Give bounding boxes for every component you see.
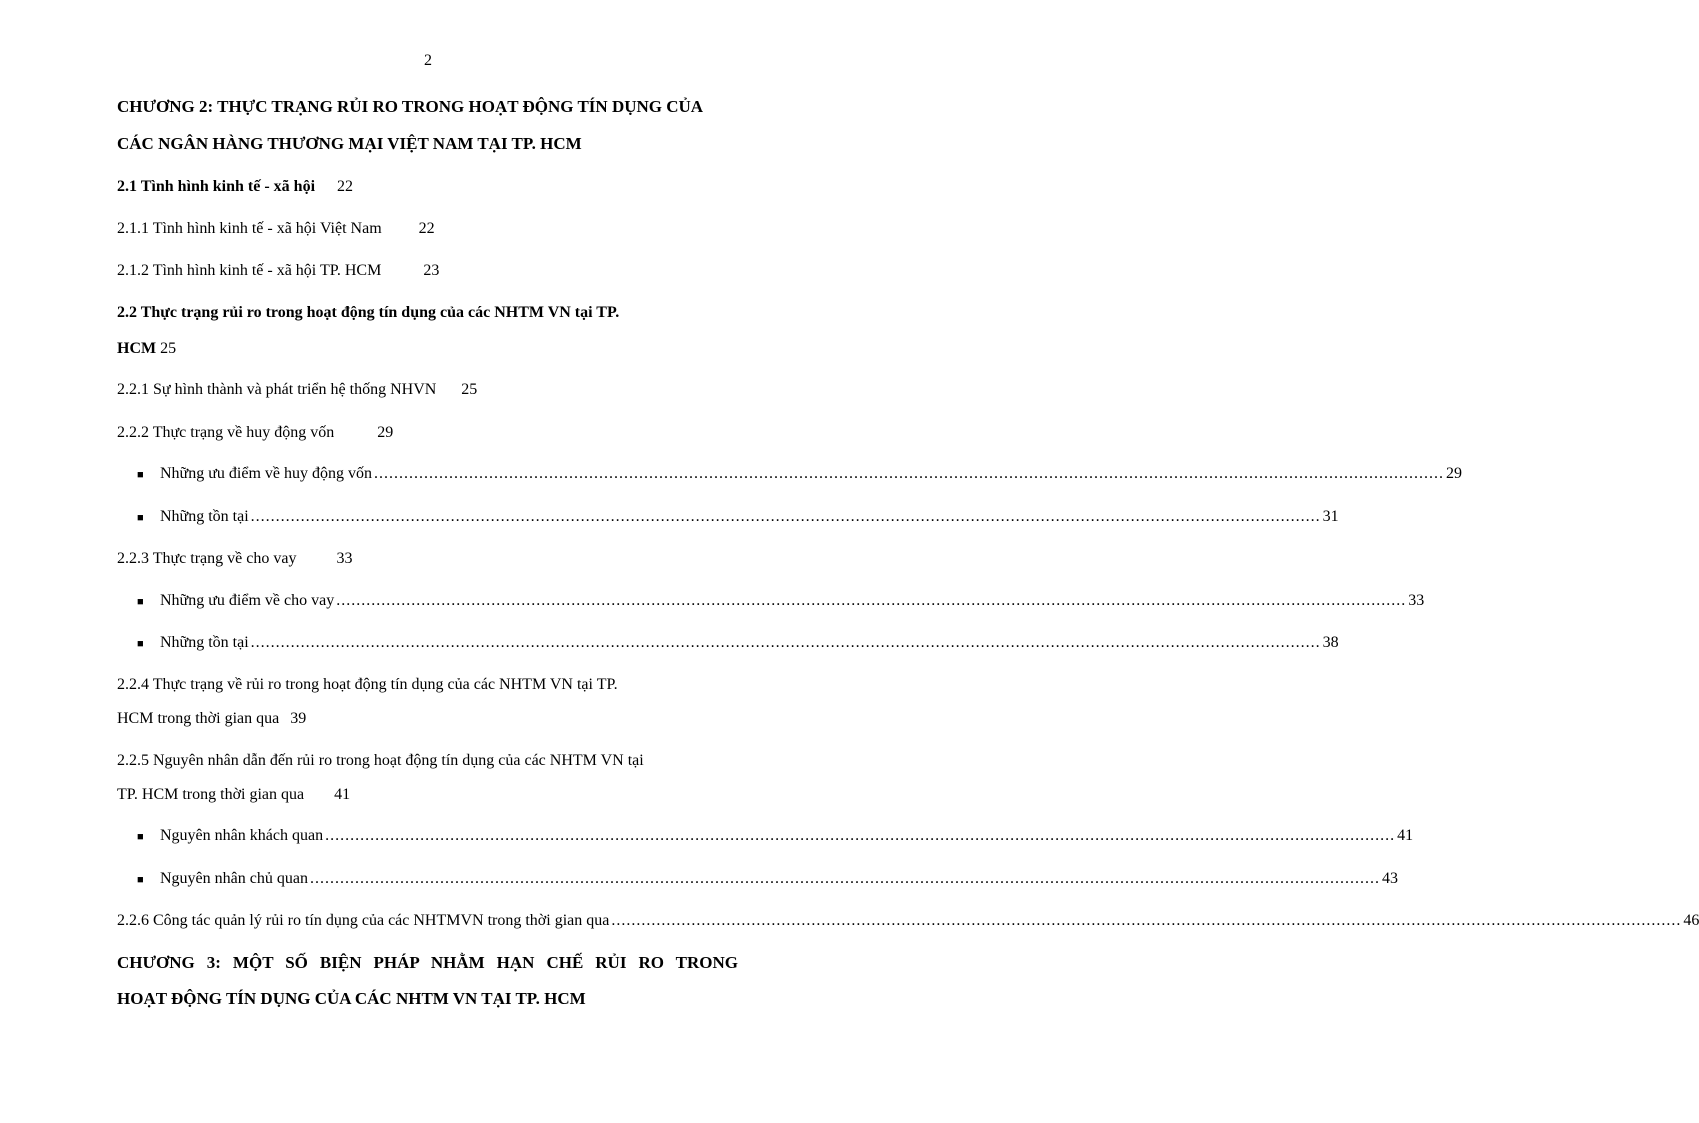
toc-entry-page: 33 [336,550,353,567]
toc-entry-page: 22 [418,220,435,237]
toc-entry-title: Những tồn tại [160,508,249,525]
toc-entry-page: 25 [160,340,177,357]
toc-entry-page: 39 [290,710,307,727]
toc-entry-2-2-4-line-1[interactable]: 2.2.4 Thực trạng về rủi ro trong hoạt động tín dụng của các NHTM VN tại TP. [117,676,618,693]
dot-leader: ...................................................................................................................................................................................................................... [250,508,1321,525]
toc-entry-page: 41 [1397,827,1414,844]
bullet-square-icon: ■ [137,596,144,608]
toc-entry-page: 41 [334,786,351,803]
dot-leader: ...................................................................................................................................................................................................................... [336,592,1407,609]
toc-sub-entry-nguyen-nhan-khach-quan[interactable] [137,826,1414,847]
toc-sub-entry-cho-vay-ton-tai[interactable] [137,633,1339,654]
toc-entry-2-2-line-1[interactable]: 2.2 Thực trạng rủi ro trong hoạt động tín dụng của các NHTM VN tại TP. [117,304,620,321]
toc-sub-entry-cho-vay-uu-diem[interactable] [137,591,1425,612]
toc-entry-page: 29 [377,424,394,441]
toc-entry-title: 2.1.1 Tình hình kinh tế - xã hội Việt Nam [117,220,382,237]
toc-sub-entry-huy-dong-von-uu-diem[interactable] [137,464,1462,485]
toc-entry-title: Những ưu điểm về cho vay [160,592,335,609]
chapter-2-heading-line-2: CÁC NGÂN HÀNG THƯƠNG MẠI VIỆT NAM TẠI TP. HCM [117,134,582,153]
toc-entry-title: 2.2.1 Sự hình thành và phát triển hệ thống NHVN [117,381,437,398]
dot-leader: ...................................................................................................................................................................................................................... [374,465,1444,482]
toc-entry-2-2-3[interactable] [117,549,352,569]
toc-entry-2-1[interactable] [117,177,353,197]
toc-entry-page: 43 [1381,870,1398,887]
toc-entry-page: 29 [1446,465,1462,482]
toc-entry-2-2-2[interactable] [117,423,393,443]
toc-entry-2-1-1[interactable] [117,219,435,239]
toc-entry-title: HCM [117,340,157,357]
toc-entry-title: 2.2.2 Thực trạng về huy động vốn [117,424,335,441]
toc-entry-title: Nguyên nhân chủ quan [160,870,308,887]
toc-entry-title: 2.1.2 Tình hình kinh tế - xã hội TP. HCM [117,262,382,279]
toc-entry-title: TP. HCM trong thời gian qua [117,786,305,803]
toc-sub-entry-huy-dong-von-ton-tai[interactable] [137,507,1339,528]
toc-entry-title: 2.2.6 Công tác quản lý rủi ro tín dụng của các NHTMVN trong thời gian qua [117,912,610,929]
dot-leader: ...................................................................................................................................................................................................................... [325,827,1396,844]
toc-entry-title: 2.1 Tình hình kinh tế - xã hội [117,178,316,195]
bullet-square-icon: ■ [137,469,144,481]
toc-entry-2-1-2[interactable] [117,261,439,281]
toc-entry-2-2-5-line-2[interactable] [117,785,350,805]
toc-entry-page: 31 [1322,508,1339,525]
dot-leader: ...................................................................................................................................................................................................................... [250,634,1321,651]
toc-entry-title: Những tồn tại [160,634,249,651]
chapter-3-heading-line-1: CHƯƠNG 3: MỘT SỐ BIỆN PHÁP NHẰM HẠN CHẾ RỦI RO TRONG [117,953,738,972]
toc-entry-page: 38 [1322,634,1339,651]
dot-leader: ...................................................................................................................................................................................................................... [611,912,1682,929]
toc-sub-entry-nguyen-nhan-chu-quan[interactable] [137,869,1398,890]
toc-entry-2-2-line-2[interactable] [117,339,176,359]
toc-entry-2-2-6[interactable] [117,911,1699,931]
chapter-2-heading-line-1: CHƯƠNG 2: THỰC TRẠNG RỦI RO TRONG HOẠT ĐỘNG TÍN DỤNG CỦA [117,97,704,116]
bullet-square-icon: ■ [137,874,144,886]
toc-entry-title: HCM trong thời gian qua [117,710,280,727]
bullet-square-icon: ■ [137,638,144,650]
toc-entry-page: 46 [1683,912,1699,929]
page-number: 2 [424,52,432,69]
toc-entry-title: Nguyên nhân khách quan [160,827,324,844]
toc-entry-page: 33 [1408,592,1425,609]
bullet-square-icon: ■ [137,831,144,843]
toc-entry-2-2-4-line-2[interactable] [117,709,306,729]
toc-entry-title: Những ưu điểm về huy động vốn [160,465,372,482]
toc-entry-page: 25 [461,381,478,398]
toc-entry-page: 23 [423,262,440,279]
toc-entry-2-2-5-line-1[interactable]: 2.2.5 Nguyên nhân dẫn đến rủi ro trong hoạt động tín dụng của các NHTM VN tại [117,752,644,769]
toc-entry-2-2-1[interactable] [117,380,477,400]
dot-leader: ...................................................................................................................................................................................................................... [309,870,1380,887]
toc-entry-page: 22 [337,178,354,195]
bullet-square-icon: ■ [137,512,144,524]
toc-entry-title: 2.2.3 Thực trạng về cho vay [117,550,297,567]
chapter-3-heading-line-2: HOẠT ĐỘNG TÍN DỤNG CỦA CÁC NHTM VN TẠI TP. HCM [117,989,586,1008]
